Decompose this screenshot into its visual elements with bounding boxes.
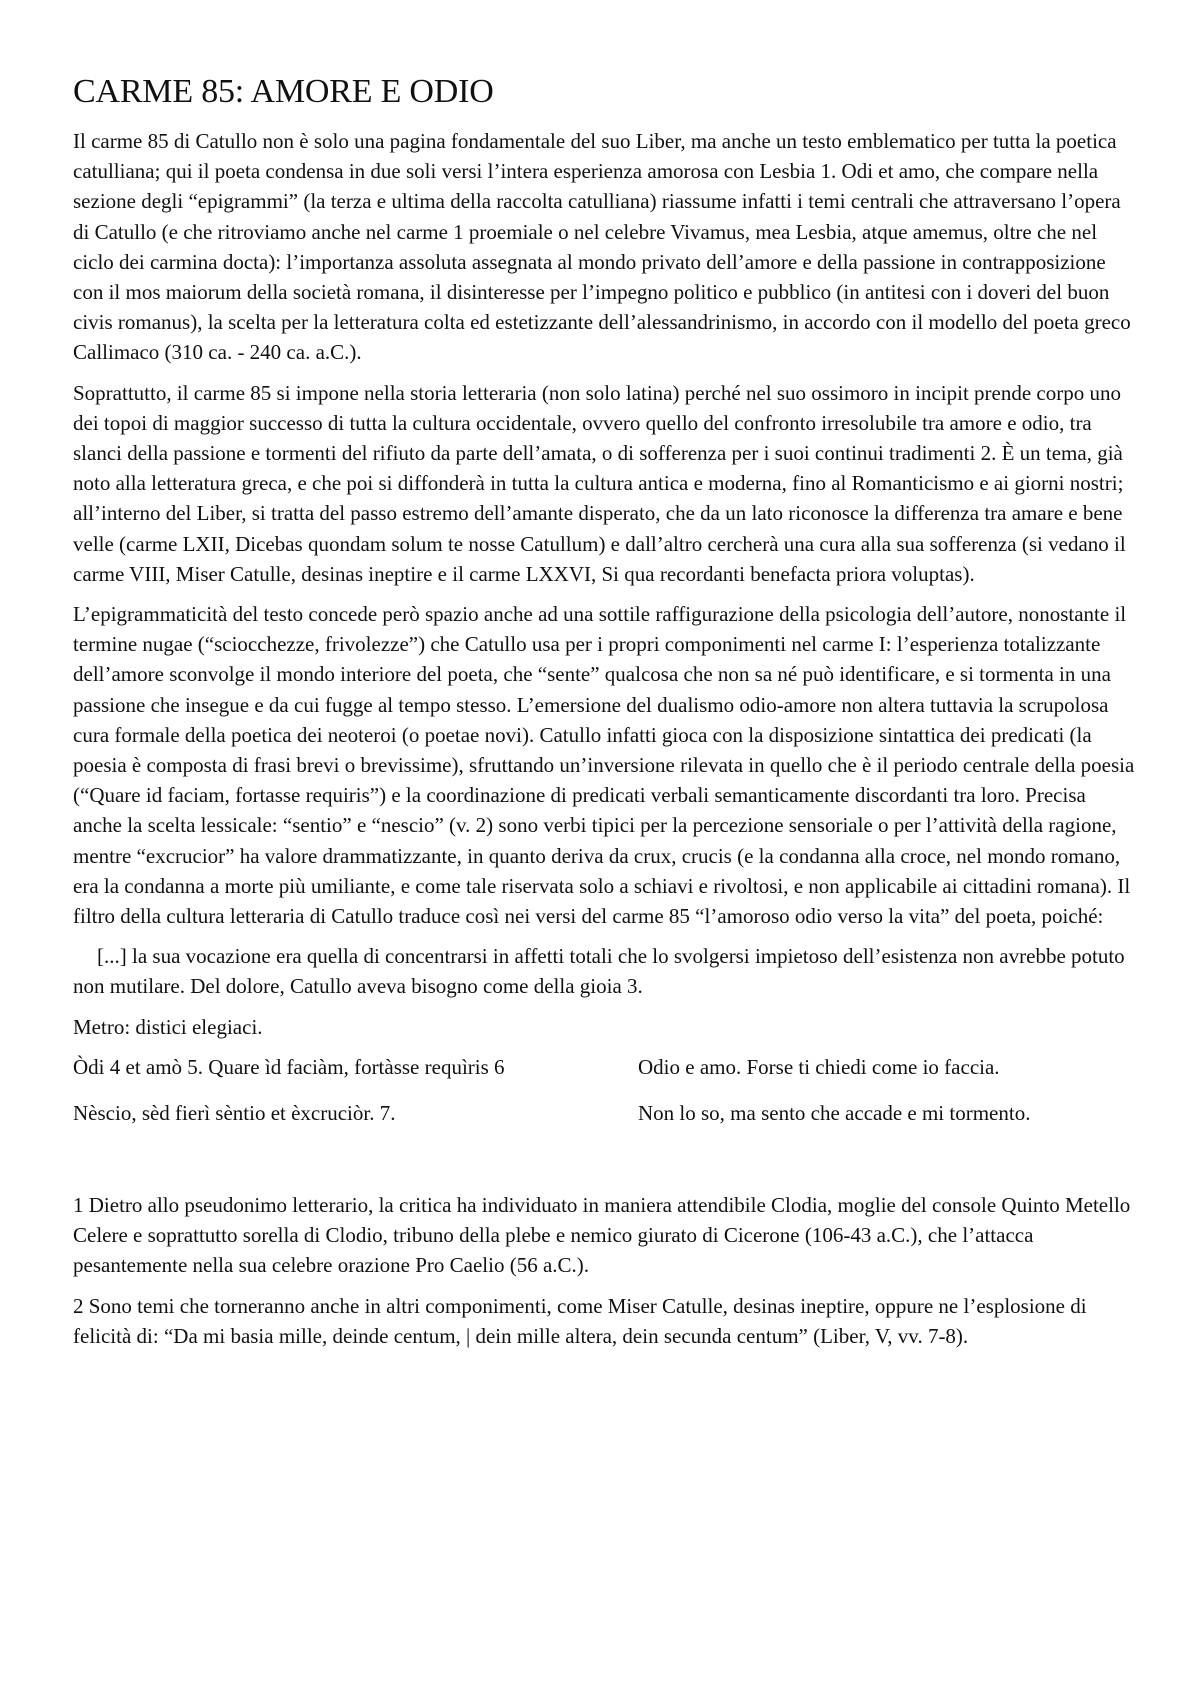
metre-line: Metro: distici elegiaci.: [73, 1014, 263, 1039]
verse-row-2: [73, 1098, 1138, 1128]
footnote-2: 2 Sono temi che torneranno anche in altri componimenti, come Miser Catulle, desinas ineptire, oppure ne l’esplosione di felicità di: “Da mi basia mille, deinde centum, | dein mille altera, dein secunda centum” (Liber, V, vv. 7-8).: [73, 1293, 1087, 1348]
latin-verse-2: Nèscio, sèd fierì sèntio et èxcruciòr. 7.: [73, 1100, 396, 1125]
page-title: CARME 85: AMORE E ODIO: [73, 73, 494, 110]
block-quote: [...] la sua vocazione era quella di concentrarsi in affetti totali che lo svolgersi impietoso dell’esistenza non avrebbe potuto non mutilare. Del dolore, Catullo aveva bisogno come della gioia 3.: [73, 944, 1125, 999]
document-page: [73, 72, 1138, 1361]
paragraph-1: Il carme 85 di Catullo non è solo una pagina fondamentale del suo Liber, ma anche un testo emblematico per tutta la poetica catulliana; qui il poeta condensa in due soli versi l’intera esperienza amorosa con Lesbia 1. Odi et amo, che compare nella sezione degli “epigrammi” (la terza e ultima della raccolta catulliana) riassume infatti i temi centrali che attraversano l’opera di Catullo (e che ritroviamo anche nel carme 1 proemiale o nel celebre Vivamus, mea Lesbia, atque amemus, oltre che nel ciclo dei carmina docta): l’importanza assoluta assegnata al mondo privato dell’amore e della passione in contrapposizione con il mos maiorum della società romana, il disinteresse per l’impegno politico e pubblico (in antitesi con i doveri del buon civis romanus), la scelta per la letteratura colta ed estetizzante dell’alessandrinismo, in accordo con il modello del poeta greco Callimaco (310 ca. - 240 ca. a.C.).: [73, 129, 1131, 365]
section-gap: [73, 1144, 1138, 1190]
paragraph-2: Soprattutto, il carme 85 si impone nella storia letteraria (non solo latina) perché nel suo ossimoro in incipit prende corpo uno dei topoi di maggior successo di tutta la cultura occidentale, ovvero quello del confronto irresolubile tra amore e odio, tra slanci della passione e tormenti del rifiuto da parte dell’amata, o di sofferenza per i suoi continui tradimenti 2. È un tema, già noto alla letteratura greca, e che poi si diffonderà in tutta la cultura antica e moderna, fino al Romanticismo e ai giorni nostri; all’interno del Liber, si tratta del passo estremo dell’amante disperato, che da un lato riconosce la differenza tra amare e bene velle (carme LXII, Dicebas quondam solum te nosse Catullum) e dall’altro cercherà una cura alla sua sofferenza (si vedano il carme VIII, Miser Catulle, desinas ineptire e il carme LXXVI, Si qua recordanti benefacta priora voluptas).: [73, 380, 1126, 586]
verse-row-1: [73, 1052, 1138, 1082]
italian-translation-2: Non lo so, ma sento che accade e mi tormento.: [638, 1100, 1031, 1125]
footnote-1: 1 Dietro allo pseudonimo letterario, la critica ha individuato in maniera attendibile Clodia, moglie del console Quinto Metello Celere e soprattutto sorella di Clodio, tribuno della plebe e nemico giurato di Cicerone (106-43 a.C.), che l’attacca pesantemente nella sua celebre orazione Pro Caelio (56 a.C.).: [73, 1192, 1131, 1278]
latin-verse-1: Òdi 4 et amò 5. Quare ìd faciàm, fortàsse requìris 6: [73, 1054, 505, 1079]
italian-translation-1: Odio e amo. Forse ti chiedi come io faccia.: [638, 1054, 1000, 1079]
paragraph-3: L’epigrammaticità del testo concede però spazio anche ad una sottile raffigurazione della psicologia dell’autore, nonostante il termine nugae (“sciocchezze, frivolezze”) che Catullo usa per i propri componimenti nel carme I: l’esperienza totalizzante dell’amore sconvolge il mondo interiore del poeta, che “sente” qualcosa che non sa né può identificare, e si tormenta in una passione che insegue e da cui fugge al tempo stesso. L’emersione del dualismo odio-amore non altera tuttavia la scrupolosa cura formale della poetica dei neoteroi (o poetae novi). Catullo infatti gioca con la disposizione sintattica dei predicati (la poesia è composta di frasi brevi o brevissime), sfruttando un’inversione rilevata in quello che è il periodo centrale della poesia (“Quare id faciam, fortasse requiris”) e la coordinazione di predicati verbali semanticamente discordanti tra loro. Precisa anche la scelta lessicale: “sentio” e “nescio” (v. 2) sono verbi tipici per la percezione sensoriale o per l’attività della ragione, mentre “excrucior” ha valore drammatizzante, in quanto deriva da crux, crucis (e la condanna alla croce, nel mondo romano, era la condanna a morte più umiliante, e come tale riservata solo a schiavi e rivoltosi, e non applicabile ai cittadini romana). Il filtro della cultura letteraria di Catullo traduce così nei versi del carme 85 “l’amoroso odio verso la vita” del poeta, poiché:: [73, 602, 1135, 929]
